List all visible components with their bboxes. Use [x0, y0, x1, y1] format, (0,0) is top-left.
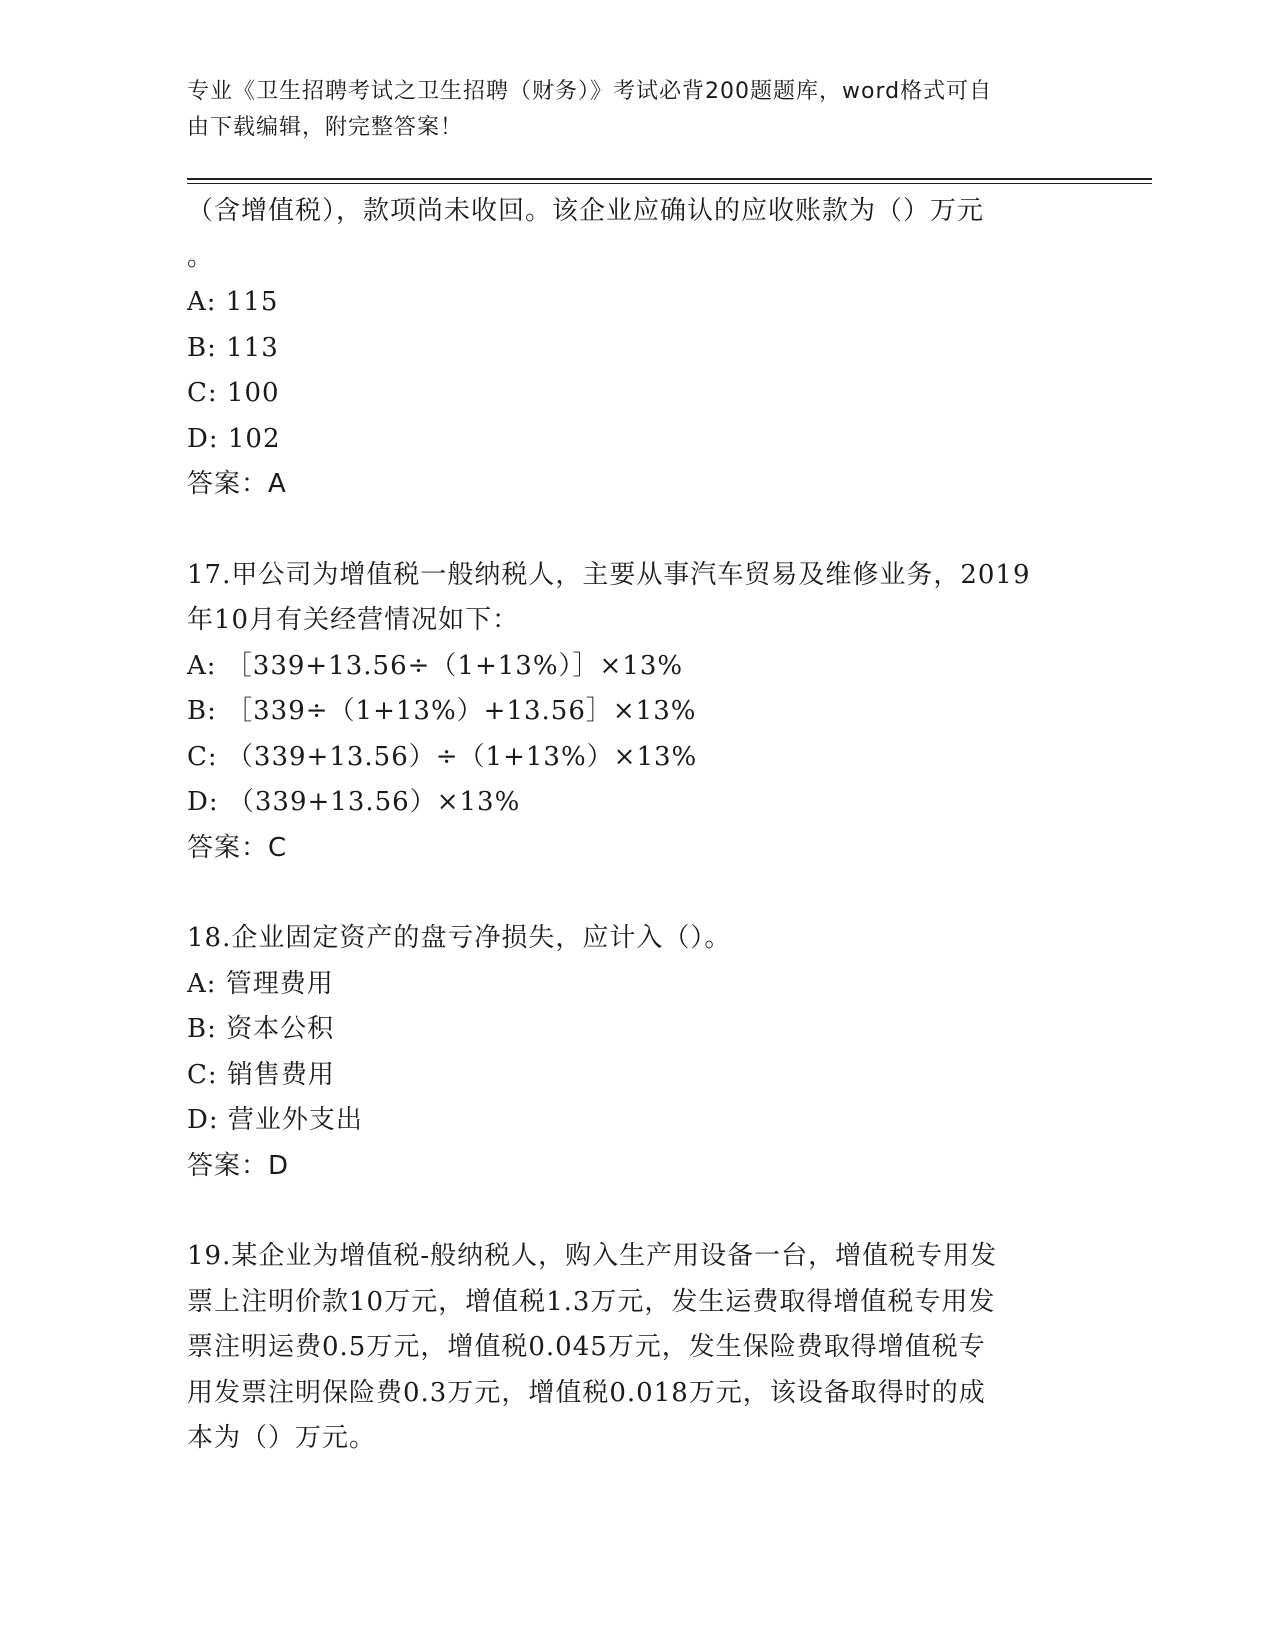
question-stem-line: 本为（）万元。: [187, 1423, 377, 1453]
question-stem-line: 18.企业固定资产的盘亏净损失，应计入（）。: [187, 923, 732, 953]
header-line-1: 专业《卫生招聘考试之卫生招聘（财务）》考试必背200题题库，word格式可自: [187, 79, 993, 104]
document-body: [187, 189, 1087, 1462]
option-b: B: ［339÷（1+13%）+13.56］×13%: [187, 696, 697, 726]
question-18: [187, 916, 1087, 1189]
option-c: C: 100: [187, 378, 280, 408]
option-a: A: ［339+13.56÷（1+13%）］×13%: [187, 650, 684, 681]
option-b: B: 资本公积: [187, 1014, 335, 1044]
question-stem-line: 票注明运费0.5万元，增值税0.045万元，发生保险费取得增值税专: [187, 1332, 986, 1362]
question-19: [187, 1234, 1087, 1462]
spacer: [187, 1189, 1087, 1234]
option-c: C: 销售费用: [187, 1059, 335, 1090]
spacer: [187, 508, 1087, 553]
header-line-2: 由下载编辑，附完整答案！: [187, 115, 464, 140]
question-stem-line: 19.某企业为增值税-般纳税人，购入生产用设备一台，增值税专用发: [187, 1241, 998, 1271]
option-d: D: （339+13.56）×13%: [187, 787, 521, 817]
spacer: [187, 871, 1087, 916]
header-divider-thick: [187, 178, 1152, 180]
answer-line: 答案：A: [187, 469, 287, 499]
question-stem-line: 17.甲公司为增值税一般纳税人，主要从事汽车贸易及维修业务，2019: [187, 559, 1031, 590]
question-stem-line: 用发票注明保险费0.3万元，增值税0.018万元，该设备取得时的成: [187, 1377, 986, 1408]
question-16: [187, 189, 1087, 508]
option-c: C: （339+13.56）÷（1+13%）×13%: [187, 741, 698, 772]
document-header: [187, 74, 1087, 146]
option-a: A: 115: [187, 287, 279, 317]
question-stem-line: 票上注明价款10万元，增值税1.3万元，发生运费取得增值税专用发: [187, 1286, 996, 1317]
option-b: B: 113: [187, 332, 279, 363]
question-17: [187, 553, 1087, 872]
option-d: D: 营业外支出: [187, 1105, 363, 1135]
question-stem-line: （含增值税），款项尚未收回。该企业应确认的应收账款为（）万元: [187, 196, 985, 226]
option-d: D: 102: [187, 423, 281, 454]
option-a: A: 管理费用: [187, 968, 334, 999]
answer-line: 答案：C: [187, 832, 288, 863]
header-divider-thin: [187, 183, 1152, 184]
question-stem-line: 。: [187, 241, 215, 272]
answer-line: 答案：D: [187, 1150, 290, 1181]
question-stem-line: 年10月有关经营情况如下：: [187, 605, 520, 635]
